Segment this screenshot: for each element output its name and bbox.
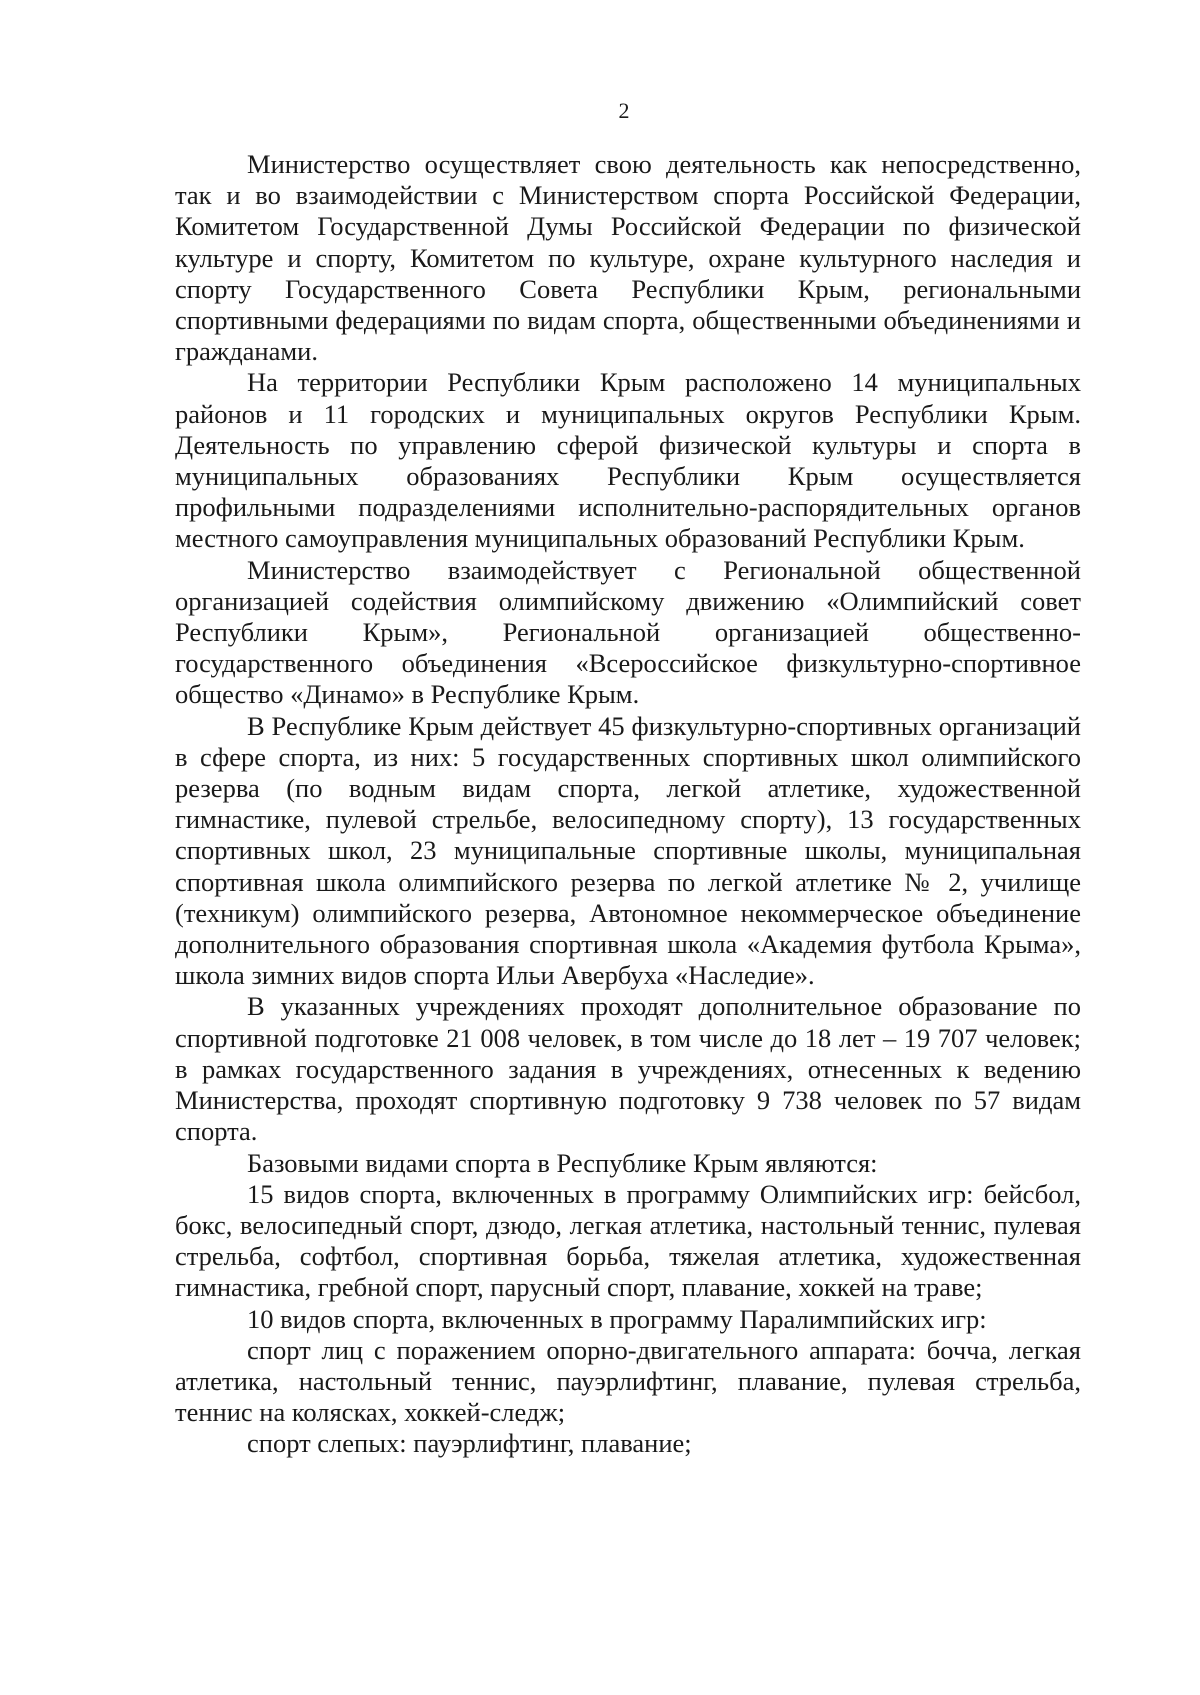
paragraph-sports-organizations: В Республике Крым действует 45 физкультурно-спортивных организаций в сфере спорта, из них: 5 государственных спортивных школ олимпийского резерва (по водным видам спорта, легкой атлетике, художественной гимнастике, пулевой стрельбе, велосипедному спорту), 13 государственных спортивных школ, 23 муниципальные спортивные школы, муниципальная спортивная школа олимпийского резерва по легкой атлетике № 2, училище (техникум) олимпийского резерва, Автономное некоммерческое объединение дополнительного образования спортивная школа «Академия футбола Крыма», школа зимних видов спорта Ильи Авербуха «Наследие». xyxy=(175,710,1081,991)
paragraph-blind-sports: спорт слепых: пауэрлифтинг, плавание; xyxy=(247,1428,692,1459)
paragraph-ministry-activity: Министерство осуществляет свою деятельность как непосредственно, так и во взаимодействии с Министерством спорта Российской Федерации, Комитетом Государственной Думы Российской Федерации по физической культуре и спорту, Комитетом по культуре, охране культурного наследия и спорту Государственного Совета Республики Крым, региональными спортивными федерациями по видам спорта, общественными объединениями и гражданами. xyxy=(175,149,1081,367)
paragraph-ministry-cooperation: Министерство взаимодействует с Региональной общественной организацией содействия олимпийскому движению «Олимпийский совет Республики Крым», Региональной организацией общественно-государственного объединения «Всероссийское физкультурно-спортивное общество «Динамо» в Республике Крым. xyxy=(175,554,1081,710)
paragraph-base-sports-intro: Базовыми видами спорта в Республике Крым являются: xyxy=(247,1147,878,1178)
paragraph-olympic-sports: 15 видов спорта, включенных в программу Олимпийских игр: бейсбол, бокс, велосипедный спорт, дзюдо, легкая атлетика, настольный теннис, пулевая стрельба, софтбол, спортивная борьба, тяжелая атлетика, художественная гимнастика, гребной спорт, парусный спорт, плавание, хоккей на траве; xyxy=(175,1178,1081,1303)
page-number: 2 xyxy=(618,98,630,123)
paragraph-paralympic-intro: 10 видов спорта, включенных в программу Паралимпийских игр: xyxy=(247,1303,987,1334)
paragraph-musculoskeletal-sports: спорт лиц с поражением опорно-двигательного аппарата: бочча, легкая атлетика, настольный теннис, пауэрлифтинг, плавание, пулевая стрельба, теннис на колясках, хоккей-следж; xyxy=(175,1334,1081,1428)
paragraph-training-statistics: В указанных учреждениях проходят дополнительное образование по спортивной подготовке 21 008 человек, в том числе до 18 лет – 19 707 человек; в рамках государственного задания в учреждениях, отнесенных к ведению Министерства, проходят спортивную подготовку 9 738 человек по 57 видам спорта. xyxy=(175,991,1081,1147)
paragraph-municipal-districts: На территории Республики Крым расположено 14 муниципальных районов и 11 городских и муниципальных округов Республики Крым. Деятельность по управлению сферой физической культуры и спорта в муниципальных образованиях Республики Крым осуществляется профильными подразделениями исполнительно-распорядительных органов местного самоуправления муниципальных образований Республики Крым. xyxy=(175,367,1081,554)
document-body xyxy=(175,149,1081,1460)
